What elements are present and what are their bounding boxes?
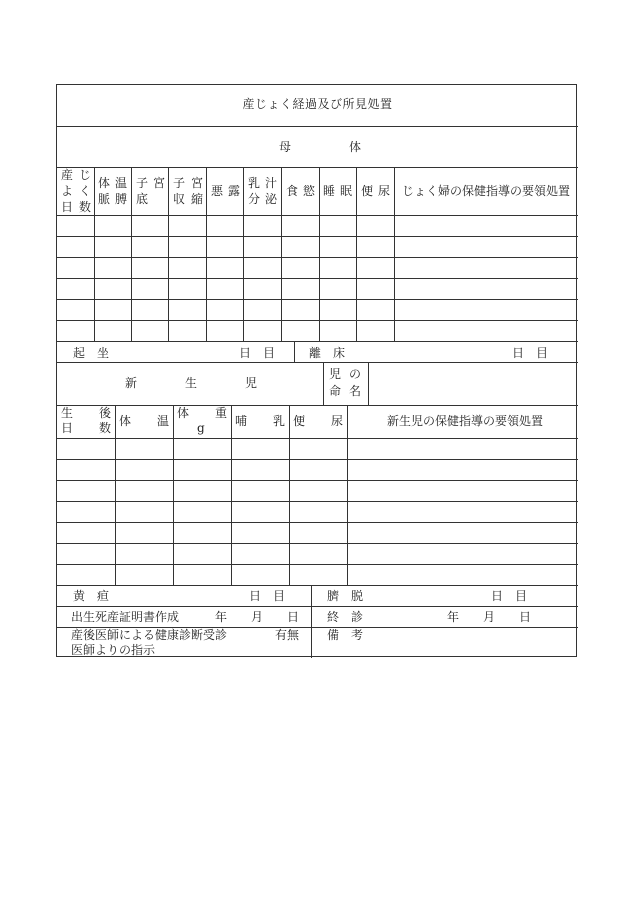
mother-row [57, 299, 578, 300]
mother-section-label-1: 母 [279, 140, 292, 154]
certificate-label: 出生死産証明書作成 [71, 610, 180, 624]
sit-up-label: 起 坐 [73, 346, 110, 360]
jaundice-unit: 日 目 [249, 589, 286, 603]
cord-separation-label: 臍 脱 [327, 589, 364, 603]
leave-bed-label: 離 床 [309, 346, 346, 360]
newborn-label-2: 生 [185, 376, 198, 390]
newborn-label-3: 児 [245, 376, 258, 390]
newborn-row [57, 543, 578, 544]
doctor-checkup-value: 有無 [275, 628, 300, 642]
mother-row [57, 320, 578, 321]
header-mother-guidance: じょく婦の保健指導の要領処置 [402, 184, 571, 198]
final-exam-label: 終 診 [327, 610, 364, 624]
final-exam-day: 日 [519, 610, 532, 624]
newborn-row [57, 459, 578, 460]
certificate-day: 日 [287, 610, 300, 624]
certificate-month: 月 [251, 610, 264, 624]
header-newborn-guidance: 新生児の保健指導の要領処置 [387, 414, 544, 428]
leave-bed-unit: 日 目 [512, 346, 549, 360]
puerperium-record-form: 産じょく経過及び所見処置 母 体 産 じ よ く 日 数 体 温 脈 膊 子 宮 底 子 宮 収 縮 悪 露 乳 汁 分 泌 食 慾 睡 眠 便 尿 じょく婦の保健指導の要領処置 起 坐 日 目 離 床 日 目 新 生 児 児 の 命 名 生 後 日 数 体 温 体 重 g 哺 乳 便 尿 新生児の保健指導の要領処置 黄 疸 日 目 臍 脱 日 目 出生死産証明書作成 年 月 日 終 診 年 月 日 産後医師による健康診断受診 有無 医師よりの指示 備 考 [56, 84, 577, 657]
mother-section-label-2: 体 [349, 140, 362, 154]
newborn-row [57, 522, 578, 523]
final-exam-month: 月 [483, 610, 496, 624]
newborn-row [57, 501, 578, 502]
mother-row [57, 236, 578, 237]
newborn-row [57, 480, 578, 481]
mother-row [57, 278, 578, 279]
jaundice-label: 黄 疸 [73, 589, 110, 603]
newborn-row [57, 564, 578, 565]
final-exam-year: 年 [447, 610, 460, 624]
mother-row [57, 257, 578, 258]
cord-separation-unit: 日 目 [491, 589, 528, 603]
doctor-checkup-label: 産後医師による健康診断受診 [71, 628, 228, 642]
doctor-instructions-label: 医師よりの指示 [71, 643, 156, 657]
form-title: 産じょく経過及び所見処置 [242, 97, 393, 111]
sit-up-unit: 日 目 [239, 346, 276, 360]
certificate-year: 年 [215, 610, 228, 624]
newborn-label-1: 新 [125, 376, 138, 390]
remarks-label: 備 考 [327, 628, 364, 642]
